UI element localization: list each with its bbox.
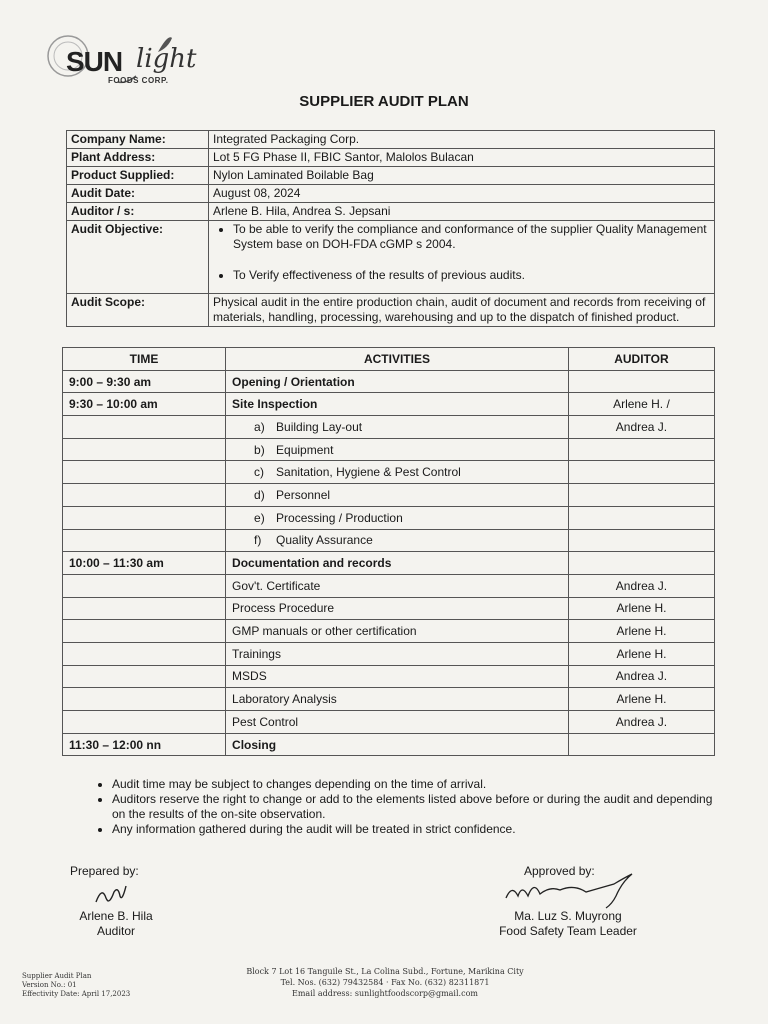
activity-text: Building Lay-out (276, 419, 363, 434)
footer-phones: Tel. Nos. (632) 79432584 · Fax No. (632) 82311871 (280, 978, 490, 987)
activity-cell (226, 438, 569, 461)
company-label: Company Name: (67, 131, 209, 149)
table-row (63, 484, 715, 507)
note-item: • Audit time may be subject to changes depending on the time of arrival. (112, 777, 722, 792)
plant-row (67, 149, 715, 167)
logo-light-text: light (136, 44, 197, 74)
auditor-cell (568, 484, 714, 507)
approved-name: Ma. Luz S. Muyrong (514, 909, 622, 923)
activity-cell: Opening / Orientation (226, 370, 569, 393)
note-item: • Auditors reserve the right to change or add to the elements listed above before or during the audit and depending on the results of the on-site observation. (112, 792, 722, 822)
auditor-cell: Andrea J. (568, 574, 714, 597)
table-row (63, 393, 715, 416)
item-letter: f) (254, 533, 262, 548)
product-value: Nylon Laminated Boilable Bag (209, 167, 715, 185)
prepared-role: Auditor (96, 924, 136, 938)
auditor-cell: Arlene H. (568, 688, 714, 711)
scope-row (67, 294, 715, 327)
audit-info-table (66, 130, 715, 327)
time-cell (63, 484, 226, 507)
table-row (63, 733, 715, 756)
objective-item: • To be able to verify the compliance and conformance of the supplier Quality Management System base on DOH-FDA cGMP s 2004. (233, 222, 710, 252)
activity-cell: GMP manuals or other certification (226, 620, 569, 643)
auditor-cell: Arlene H. (568, 642, 714, 665)
date-value: August 08, 2024 (209, 185, 715, 203)
objective-value (209, 221, 715, 294)
objective-list (213, 222, 710, 283)
table-row (63, 370, 715, 393)
item-letter: e) (254, 510, 265, 525)
company-value: Integrated Packaging Corp. (209, 131, 715, 149)
table-row (63, 688, 715, 711)
approved-by-label: Approved by: (524, 864, 595, 878)
auditor-cell (568, 438, 714, 461)
activity-cell: Documentation and records (226, 552, 569, 575)
scope-label: Audit Scope: (67, 294, 209, 327)
activity-cell: Pest Control (226, 711, 569, 734)
activity-cell: Trainings (226, 642, 569, 665)
activity-text: Processing / Production (276, 510, 403, 525)
time-cell (63, 688, 226, 711)
auditor-header: AUDITOR (568, 348, 714, 371)
auditor-cell: Arlene H. / (568, 393, 714, 416)
auditor-cell (568, 461, 714, 484)
activity-cell (226, 506, 569, 529)
table-row (63, 416, 715, 439)
table-row (63, 438, 715, 461)
time-cell: 11:30 – 12:00 nn (63, 733, 226, 756)
schedule-header-row (63, 348, 715, 371)
item-letter: b) (254, 442, 265, 457)
auditor-cell: Arlene H. (568, 597, 714, 620)
footer-address: Block 7 Lot 16 Tanguile St., La Colina Subd., Fortune, Marikina City (246, 967, 524, 976)
activity-text: Sanitation, Hygiene & Pest Control (276, 465, 461, 480)
date-label: Audit Date: (67, 185, 209, 203)
time-cell (63, 461, 226, 484)
auditor-cell (568, 529, 714, 552)
note-item: • Any information gathered during the audit will be treated in strict confidence. (112, 822, 722, 837)
time-cell (63, 506, 226, 529)
time-cell (63, 597, 226, 620)
time-cell (63, 529, 226, 552)
objective-row (67, 221, 715, 294)
logo-subtitle: FOODS CORP. (108, 76, 169, 85)
table-row (63, 529, 715, 552)
time-cell (63, 642, 226, 665)
time-cell: 9:00 – 9:30 am (63, 370, 226, 393)
table-row (63, 665, 715, 688)
item-letter: a) (254, 419, 265, 434)
activity-cell: Laboratory Analysis (226, 688, 569, 711)
time-header: TIME (63, 348, 226, 371)
auditor-cell (568, 506, 714, 529)
activity-cell (226, 416, 569, 439)
auditor-cell: Andrea J. (568, 711, 714, 734)
activity-cell: Site Inspection (226, 393, 569, 416)
plant-label: Plant Address: (67, 149, 209, 167)
table-row (63, 552, 715, 575)
scope-value: Physical audit in the entire production chain, audit of document and records from receiving of materials, handling, processing, warehousing and up to the dispatch of finished product. (209, 294, 715, 327)
time-cell: 10:00 – 11:30 am (63, 552, 226, 575)
prepared-signature-icon (92, 884, 132, 908)
company-row (67, 131, 715, 149)
plant-value: Lot 5 FG Phase II, FBIC Santor, Malolos Bulacan (209, 149, 715, 167)
notes-list (90, 777, 722, 837)
item-letter: d) (254, 487, 265, 502)
auditor-label: Auditor / s: (67, 203, 209, 221)
table-row (63, 597, 715, 620)
auditor-cell: Arlene H. (568, 620, 714, 643)
prepared-name: Arlene B. Hila (79, 909, 153, 923)
activity-text: Equipment (276, 442, 334, 457)
table-row (63, 506, 715, 529)
footer-effectivity: Effectivity Date: April 17,2023 (22, 990, 131, 998)
item-letter: c) (254, 465, 265, 480)
footer-doc-name: Supplier Audit Plan (22, 972, 92, 980)
auditor-row (67, 203, 715, 221)
time-cell (63, 620, 226, 643)
activity-cell: MSDS (226, 665, 569, 688)
auditor-cell (568, 552, 714, 575)
time-cell (63, 438, 226, 461)
time-cell (63, 711, 226, 734)
prepared-by-label: Prepared by: (70, 864, 139, 878)
approved-by-block (488, 909, 648, 939)
activity-text: Personnel (276, 487, 331, 502)
time-cell (63, 665, 226, 688)
time-cell (63, 416, 226, 439)
auditor-value: Arlene B. Hila, Andrea S. Jepsani (209, 203, 715, 221)
product-label: Product Supplied: (67, 167, 209, 185)
auditor-cell (568, 370, 714, 393)
auditor-cell: Andrea J. (568, 665, 714, 688)
activity-cell (226, 484, 569, 507)
date-row (67, 185, 715, 203)
objective-item: • To Verify effectiveness of the results of previous audits. (233, 268, 710, 283)
objective-label: Audit Objective: (67, 221, 209, 294)
product-row (67, 167, 715, 185)
activity-cell: Closing (226, 733, 569, 756)
table-row (63, 461, 715, 484)
footer-email: Email address: sunlightfoodscorp@gmail.com (292, 989, 478, 998)
auditor-cell (568, 733, 714, 756)
time-cell (63, 574, 226, 597)
table-row (63, 620, 715, 643)
table-row (63, 711, 715, 734)
schedule-table (62, 347, 715, 756)
activity-text: Quality Assurance (276, 533, 373, 548)
activity-cell: Gov't. Certificate (226, 574, 569, 597)
document-title: SUPPLIER AUDIT PLAN (299, 93, 469, 110)
footer-version: Version No.: 01 (22, 981, 77, 989)
approved-role: Food Safety Team Leader (499, 924, 637, 938)
activity-cell (226, 461, 569, 484)
activity-cell: Process Procedure (226, 597, 569, 620)
time-cell: 9:30 – 10:00 am (63, 393, 226, 416)
document-control-footer (22, 972, 130, 999)
activity-cell (226, 529, 569, 552)
table-row (63, 574, 715, 597)
approved-signature-icon (498, 868, 658, 914)
auditor-cell: Andrea J. (568, 416, 714, 439)
prepared-by-block (70, 909, 162, 939)
company-logo (40, 30, 200, 100)
table-row (63, 642, 715, 665)
company-address-footer (200, 966, 570, 999)
logo-sun-text: SUN (66, 46, 123, 77)
activities-header: ACTIVITIES (226, 348, 569, 371)
